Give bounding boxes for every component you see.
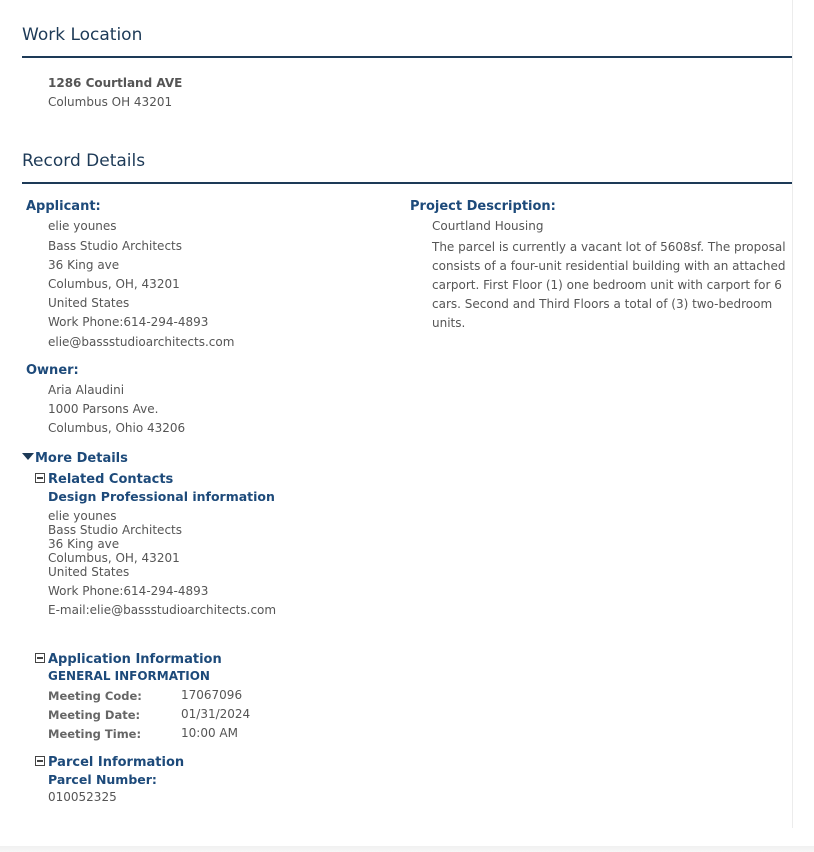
contact-company: Bass Studio Architects [48, 523, 182, 537]
project-description-text: The parcel is currently a vacant lot of 5608sf. The proposal consists of a four-unit residential building with an attached carport. First Floor (1) one bedroom unit with carport for 6 cars. Second and Third Floors a total of (3) two-bedroom units. [432, 240, 786, 330]
work-location-divider [22, 56, 792, 58]
more-details-label: More Details [35, 451, 128, 466]
applicant-country: United States [48, 296, 130, 310]
more-details-toggle[interactable] [22, 447, 128, 466]
contact-city: Columbus, OH, 43201 [48, 551, 180, 565]
work-location-title: Work Location [22, 25, 143, 45]
collapse-icon [35, 756, 45, 766]
applicant-name: elie younes [48, 219, 117, 233]
contact-phone: Work Phone:614-294-4893 [48, 584, 209, 598]
owner-street: 1000 Parsons Ave. [48, 402, 159, 416]
design-professional-heading: Design Professional information [48, 489, 275, 504]
application-information-label: Application Information [48, 652, 222, 667]
owner-label: Owner: [26, 363, 79, 378]
panel-bottom-border [0, 846, 814, 852]
work-location-address-line1: 1286 Courtland AVE [48, 76, 183, 90]
applicant-label: Applicant: [26, 199, 101, 214]
panel-right-border [792, 0, 793, 828]
collapse-icon [35, 473, 45, 483]
parcel-number-value: 010052325 [48, 790, 117, 804]
meeting-time-value: 10:00 AM [181, 726, 238, 740]
project-description-label: Project Description: [410, 199, 556, 214]
owner-city: Columbus, Ohio 43206 [48, 421, 186, 435]
applicant-city: Columbus, OH, 43201 [48, 277, 180, 291]
contact-country: United States [48, 565, 130, 579]
meeting-date-label: Meeting Date: [48, 708, 141, 722]
record-details-divider [22, 182, 792, 184]
applicant-email: elie@bassstudioarchitects.com [48, 335, 235, 349]
record-details-title: Record Details [22, 151, 146, 171]
applicant-street: 36 King ave [48, 258, 120, 272]
parcel-information-toggle[interactable] [35, 751, 184, 770]
caret-down-icon [22, 453, 34, 460]
collapse-icon [35, 653, 45, 663]
meeting-code-value: 17067096 [181, 688, 243, 702]
related-contacts-toggle[interactable] [35, 468, 173, 487]
contact-street: 36 King ave [48, 537, 120, 551]
project-name: Courtland Housing [432, 219, 544, 233]
meeting-time-label: Meeting Time: [48, 727, 142, 741]
parcel-information-label: Parcel Information [48, 755, 185, 770]
applicant-company: Bass Studio Architects [48, 239, 182, 253]
applicant-phone: Work Phone:614-294-4893 [48, 315, 209, 329]
general-information-heading: GENERAL INFORMATION [48, 669, 210, 683]
work-location-address-line2: Columbus OH 43201 [48, 95, 173, 109]
contact-email: E-mail:elie@bassstudioarchitects.com [48, 603, 277, 617]
meeting-date-value: 01/31/2024 [181, 707, 251, 721]
owner-name: Aria Alaudini [48, 383, 125, 397]
meeting-code-label: Meeting Code: [48, 689, 142, 703]
related-contacts-label: Related Contacts [48, 472, 174, 487]
application-information-toggle[interactable] [35, 648, 222, 667]
parcel-number-label: Parcel Number: [48, 772, 157, 787]
contact-name: elie younes [48, 509, 117, 523]
